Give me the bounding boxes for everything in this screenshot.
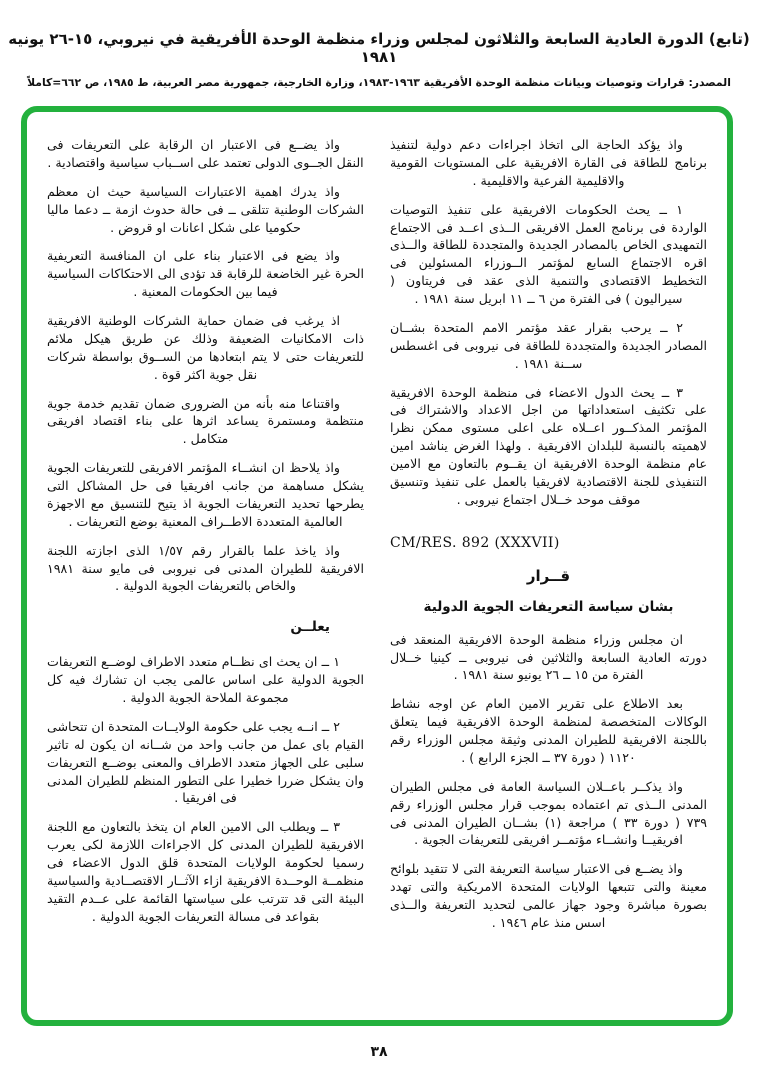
paragraph: واذ يضــع فى الاعتبار سياسة التعريفة التى لا تتقيد بلوائح معينة والتى تتبعها الولايات المتحدة الامريكية والتى تهدد بصورة مباشرة وجود جهاز عالمى لتحديد التعريفة والــذى اسس منذ عام ١٩٤٦ . [390, 861, 707, 930]
page-number: ٣٨ [370, 1044, 388, 1060]
paragraph: ان مجلس وزراء منظمة الوحدة الافريقية المنعقد فى دورته العادية السابعة والثلاثين فى نيروبى ــ كينيا خــلال الفترة من ١٥ ــ ٢٦ يونيو سنة ١٩٨١ . [390, 631, 707, 683]
paragraph: ٣ ــ يحث الدول الاعضاء فى منظمة الوحدة الافريقية على تكثيف استعداداتها من اجل الاعداد والاشتراك فى المؤتمر المذكــور اعــلاه على اعلى مستوى ممكن نظرا لاهميته بالنسبة للبلدان الافريقية . ولهذا الغرض يناشد امين عام منظمة الوحدة الافريقية ان يقــوم بالتعاون مع الامين التنفيذى للجنة الاقتصادية لافريقيا بالعمل على تنفيذ وتنسيق موقف موحد خــلال اجتماع نيروبى . [390, 384, 707, 507]
paragraph: واذ ياخذ علما بالقرار رقم ١/٥٧ الذى اجازته اللجنة الافريقية للطيران المدنى فى نيروبى فى مايو سنة ١٩٨١ والخاص بالتعريفات الجوية الدولية . [47, 542, 364, 594]
paragraph: واذ يذكــر باعــلان السياسة العامة فى مجلس الطيران المدنى الــذى تم اعتماده بموجب قرار مجلس الوزراء رقم ٧٣٩ ( دورة ٣٣ ) مراجعة (١) بشــان الطيران المدنى فى افريقيــا وانشــاء مؤتمــر افريقى للتعريفات الجوية . [390, 778, 707, 848]
paragraph: ١ ــ ان يحث اى نظــام متعدد الاطراف لوضــع التعريفات الجوية الدولية على اساس عالمى يجب ان تشارك فيه كل مجموعة الملاحة الجوية الدولية . [47, 654, 364, 705]
paragraph: ٢ ــ يرحب بقرار عقد مؤتمر الامم المتحدة بشــان المصادر الجديدة والمتجددة للطاقة فى نيروبى فى اغسطس ســنة ١٩٨١ . [390, 319, 707, 371]
paragraph: ٢ ــ انــه يجب على حكومة الولايــات المتحدة ان تتحاشى القيام باى عمل من جانب واحد من شــانه ان يكون له تاثير سلبى على الجهاز متعدد الاطراف والمعنى بوضــع التعريفات وان يشكل ضررا خطيرا على التطور المنظم للطيران المدنى فى افريقيا . [47, 718, 364, 806]
green-frame [21, 106, 733, 1026]
two-column-layout [27, 112, 727, 1020]
paragraph: بعد الاطلاع على تقرير الامين العام عن اوجه نشاط الوكالات المتخصصة لمنظمة الوحدة الافريقية فيما يتعلق باللجنة الافريقية للطيران المدنى وثيقة مجلس الوزراء رقم ١١٢٠ ( دورة ٣٧ ــ الجزء الرابع ) . [390, 696, 707, 765]
header-session-line: (تابع) الدورة العادية السابعة والثلاثون لمجلس وزراء منظمة الوحدة الأفريقية في نيروبي، ١٥-٢٦ يونيه ١٩٨١ [8, 30, 750, 66]
column-left [47, 136, 364, 1002]
paragraph: واقتناعا منه بأنه من الضرورى ضمان تقديم خدمة جوية منتظمة ومستمرة يساعد اثرها على بناء اقتصاد افريقى متكامل . [47, 395, 364, 447]
resolution-subtitle: بشان سياسة التعريفات الجوية الدولية [423, 598, 674, 615]
proclaim-label: يعلــن [290, 619, 330, 636]
paragraph: اذ يرغب فى ضمان حماية الشركات الوطنية الافريقية ذات الامكانيات الضعيفة وذلك عن طريق هيكل ملائم للتعريفات حتى لا يتم ابتعادها من الســوق بواسطة شركات نقل جوية اكثر قوة . [47, 313, 364, 382]
paragraph: ١ ــ يحث الحكومات الافريقية على تنفيذ التوصيات الواردة فى برنامج العمل الافريقى الــذى اعــد فى الاجتماع التمهيدى الخاص بالمصادر الجديدة والمتجددة للطاقة والــذى اقره الاجتماع السابع لمؤتمر الــوزراء المسئولين فى التخطيط الاقتصادى والتنمية الذى عقد فى فريتاون ( سيراليون ) فى الفترة من ٦ ــ ١١ ابريل سنة ١٩٨١ . [390, 201, 707, 306]
paragraph: واذ يضــع فى الاعتبار ان الرقابة على التعريفات فى النقل الجــوى الدولى تعتمد على اســباب سياسية واقتصادية . [47, 137, 364, 170]
resolution-title: قــرار [526, 566, 571, 585]
paragraph: واذ يؤكد الحاجة الى اتخاذ اجراءات دعم دولية لتنفيذ برنامج للطاقة فى القارة الافريقية على المستويات القومية والاقليمية الفرعية والاقليمية . [390, 137, 707, 188]
column-right [390, 136, 707, 1002]
header-source-line: المصدر: قرارات وتوصيات وبيانات منظمة الوحدة الأفريقية ١٩٦٣-١٩٨٣، وزارة الخارجية، جمهورية مصر العربية، ط ١٩٨٥، ص ٦٦٢=كاملاً [27, 76, 731, 89]
paragraph: واذ يلاحظ ان انشــاء المؤتمر الافريقى للتعريفات الجوية يشكل مساهمة من جانب افريقيا فى حل المشاكل التى يطرحها تحديد التعريفات الجوية اذ يتيح للتنسيق مع الاجهزة العالمية المتعددة الاطــراف المعنية بوضع التعريفات . [47, 460, 364, 529]
paragraph: واذ يضع فى الاعتبار بناء على ان المنافسة التعريفية الحرة غير الخاضعة للرقابة قد تؤدى الى الاحتكاكات السياسية فيما بين الحكومات المعنية . [47, 248, 364, 300]
paragraph: ٣ ــ ويطلب الى الامين العام ان يتخذ بالتعاون مع اللجنة الافريقية للطيران المدنى كل الاجراءات اللازمة لكى يعرب رسميا لحكومة الولايات المتحدة قلق الدول الاعضاء فى منظمــة الوحــدة الافريقية ازاء الآثــار الاقتصــادية والسياسية البيئة التى قد تترتب على سياستها القائمة على عــدم التقيد بقواعد فى مسالة التعريفات الجوية الدولية . [47, 819, 364, 924]
page-header [0, 30, 758, 89]
paragraph: واذ يدرك اهمية الاعتبارات السياسية حيث ان معظم الشركات الوطنية تتلقى ــ فى حالة حدوث ازمة ــ دعما ماليا حكوميا على شكل اعانات او قروض . [47, 183, 364, 235]
resolution-reference: CM/RES. 892 (XXXVII) [390, 534, 560, 551]
